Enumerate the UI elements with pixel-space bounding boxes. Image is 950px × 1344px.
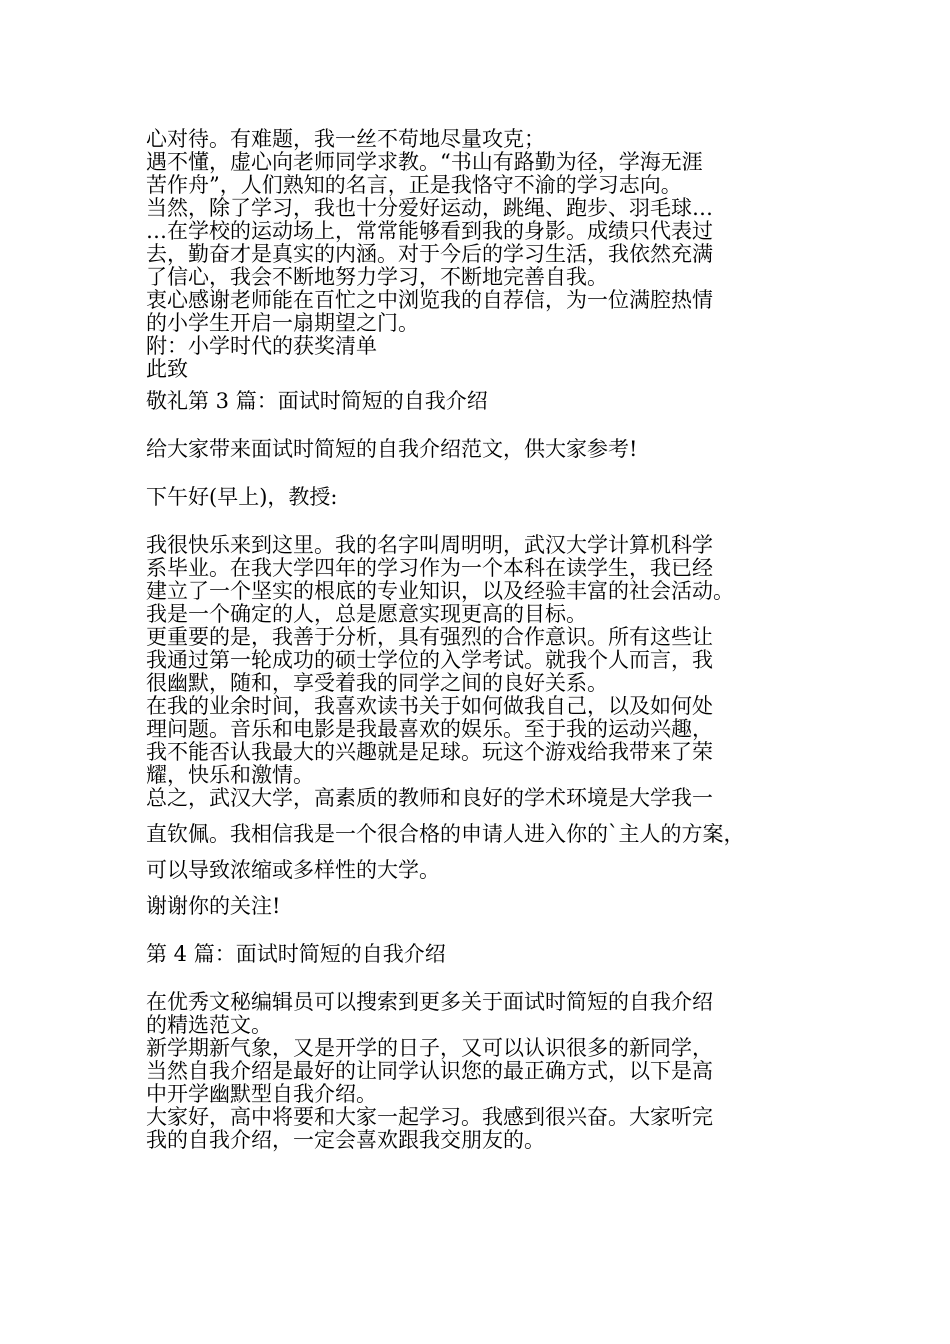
greeting-text: 下午好(早上)，教授: [146,485,338,509]
text-line: 在我的业余时间，我喜欢读书关于如何做我自己，以及如何处 [146,694,713,718]
intro-text: 给大家带来面试时简短的自我介绍范文，供大家参考! [146,437,638,461]
text-line: 中开学幽默型自我介绍。 [146,1082,377,1106]
paragraph-block-3 [146,991,836,1152]
text-line: 心对待。有难题，我一丝不苟地尽量攻克； [146,127,545,151]
text-line: 耀，快乐和激情。 [146,763,314,787]
text-line: 当然自我介绍是最好的让同学认识您的最正确方式，以下是高 [146,1059,713,1083]
text-line: 此致 [146,357,188,381]
text-line: 很幽默，随和，享受着我的同学之间的良好关系。 [146,671,608,695]
text-line: 我的自我介绍，一定会喜欢跟我交朋友的。 [146,1128,545,1152]
text-line: 直钦佩。我相信我是一个很合格的申请人进入你的`主人的方案， [146,822,745,846]
thanks-text: 谢谢你的关注! [146,894,281,918]
text-line: 新学期新气象，又是开学的日子，又可以认识很多的新同学， [146,1036,713,1060]
text-line: 苦作舟”，人们熟知的名言，正是我恪守不渝的学习志向。 [146,173,682,197]
text-line: 当然，除了学习，我也十分爱好运动，跳绳、跑步、羽毛球… [146,196,713,220]
text-line: 了信心，我会不断地努力学习，不断地完善自我。 [146,265,608,289]
text-line: …在学校的运动场上，常常能够看到我的身影。成绩只代表过 [146,219,713,243]
text-line: 衷心感谢老师能在百忙之中浏览我的自荐信，为一位满腔热情 [146,288,713,312]
text-line: 我是一个确定的人，总是愿意实现更高的目标。 [146,602,587,626]
document-page [146,128,836,1152]
text-line: 的精选范文。 [146,1013,272,1037]
text-line: 我很快乐来到这里。我的名字叫周明明，武汉大学计算机科学 [146,533,713,557]
text-line: 大家好，高中将要和大家一起学习。我感到很兴奋。大家听完 [146,1105,713,1129]
section-heading-4: 第 4 篇：面试时简短的自我介绍 [146,942,446,966]
text-line: 理问题。音乐和电影是我最喜欢的娱乐。至于我的运动兴趣， [146,717,713,741]
text-line: 附：小学时代的获奖清单 [146,334,377,358]
text-line: 去，勤奋才是真实的内涵。对于今后的学习生活，我依然充满 [146,242,713,266]
text-line: 我通过第一轮成功的硕士学位的入学考试。就我个人而言，我 [146,648,713,672]
paragraph-block-2 [146,534,836,810]
paragraph-block-1 [146,128,836,381]
text-line: 更重要的是，我善于分析，具有强烈的合作意识。所有这些让 [146,625,713,649]
text-line: 可以导致浓缩或多样性的大学。 [146,858,440,882]
text-line: 建立了一个坚实的根底的专业知识，以及经验丰富的社会活动。 [146,579,734,603]
section-heading-3: 敬礼第 3 篇：面试时简短的自我介绍 [146,389,488,413]
text-line: 遇不懂，虚心向老师同学求教。“书山有路勤为径，学海无涯 [146,150,703,174]
text-line: 总之，武汉大学，高素质的教师和良好的学术环境是大学我一 [146,786,713,810]
text-line: 的小学生开启一扇期望之门。 [146,311,419,335]
text-line: 在优秀文秘编辑员可以搜索到更多关于面试时简短的自我介绍 [146,990,713,1014]
text-line: 我不能否认我最大的兴趣就是足球。玩这个游戏给我带来了荣 [146,740,713,764]
text-line: 系毕业。在我大学四年的学习作为一个本科在读学生，我已经 [146,556,713,580]
